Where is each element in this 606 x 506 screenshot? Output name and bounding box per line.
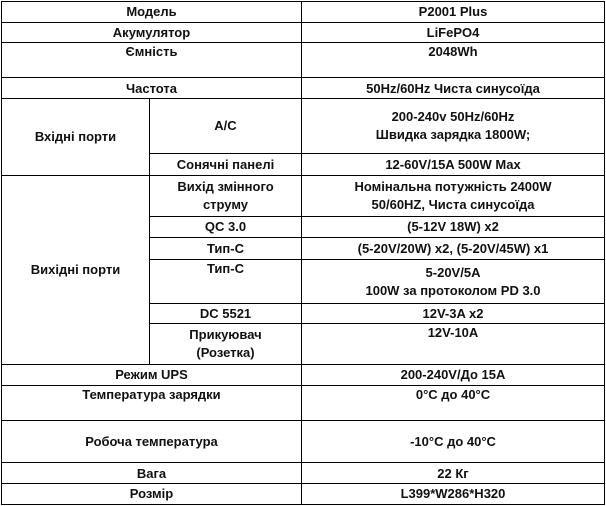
value-charge-temp: 0°C до 40°C — [302, 386, 605, 421]
label-solar: Сонячні панелі — [150, 154, 302, 176]
value-capacity: 2048Wh — [302, 43, 605, 78]
table-row — [2, 463, 605, 484]
value-weight: 22 Кг — [302, 463, 605, 484]
label-cigar-line2: (Розетка) — [196, 345, 255, 360]
value-typec-2-line1: 5-20V/5A — [425, 264, 481, 280]
value-frequency: 50Hz/60Hz Чиста синусоїда — [302, 78, 605, 99]
label-input-ports: Вхідні порти — [2, 99, 150, 176]
label-ac-output-line1: Вихід змінного — [177, 179, 274, 194]
label-battery: Акумулятор — [2, 23, 302, 43]
label-capacity: Ємність — [2, 43, 302, 78]
label-ac-input: A/C — [150, 99, 302, 154]
table-row — [2, 176, 605, 217]
value-ac-output-line1: Номінальна потужність 2400W — [354, 179, 552, 194]
label-weight: Вага — [2, 463, 302, 484]
label-ac-output-line2: струму — [202, 197, 249, 212]
label-output-ports: Вихідні порти — [2, 176, 150, 365]
value-typec-1: (5-20V/20W) x2, (5-20V/45W) x1 — [302, 238, 605, 260]
value-dc5521: 12V-3A x2 — [302, 304, 605, 324]
table-row — [2, 99, 605, 154]
label-cigar — [150, 324, 302, 365]
value-size: L399*W286*H320 — [302, 484, 605, 505]
value-battery: LiFePO4 — [302, 23, 605, 43]
value-ac-input — [302, 99, 605, 154]
label-model: Модель — [2, 2, 302, 23]
spec-table — [1, 1, 605, 505]
value-ac-input-line2: Швидка зарядка 1800W; — [375, 127, 531, 142]
value-model: P2001 Plus — [302, 2, 605, 23]
table-row — [2, 484, 605, 505]
value-work-temp: -10°C до 40°C — [302, 421, 605, 463]
label-typec-1: Тип-С — [150, 238, 302, 260]
label-typec-2: Тип-С — [150, 260, 302, 304]
table-row — [2, 2, 605, 23]
value-typec-2-line2: 100W за протоколом PD 3.0 — [365, 282, 541, 298]
table-row — [2, 365, 605, 386]
label-charge-temp: Температура зарядки — [2, 386, 302, 421]
table-row — [2, 23, 605, 43]
label-size: Розмір — [2, 484, 302, 505]
label-frequency: Частота — [2, 78, 302, 99]
value-qc: (5-12V 18W) x2 — [302, 217, 605, 238]
label-cigar-line1: Прикуювач — [189, 327, 262, 342]
value-ac-output-line2: 50/60HZ, Чиста синусоїда — [371, 197, 535, 212]
table-row — [2, 43, 605, 78]
label-ac-output — [150, 176, 302, 217]
label-qc: QC 3.0 — [150, 217, 302, 238]
table-row — [2, 421, 605, 463]
value-ac-output — [302, 176, 605, 217]
label-ups: Режим UPS — [2, 365, 302, 386]
value-typec-2 — [302, 260, 605, 304]
value-ups: 200-240V/До 15A — [302, 365, 605, 386]
value-cigar: 12V-10A — [302, 324, 605, 365]
label-dc5521: DC 5521 — [150, 304, 302, 324]
table-row — [2, 78, 605, 99]
value-ac-input-line1: 200-240v 50Hz/60Hz — [391, 109, 515, 124]
value-solar: 12-60V/15A 500W Max — [302, 154, 605, 176]
label-work-temp: Робоча температура — [2, 421, 302, 463]
table-row — [2, 386, 605, 421]
